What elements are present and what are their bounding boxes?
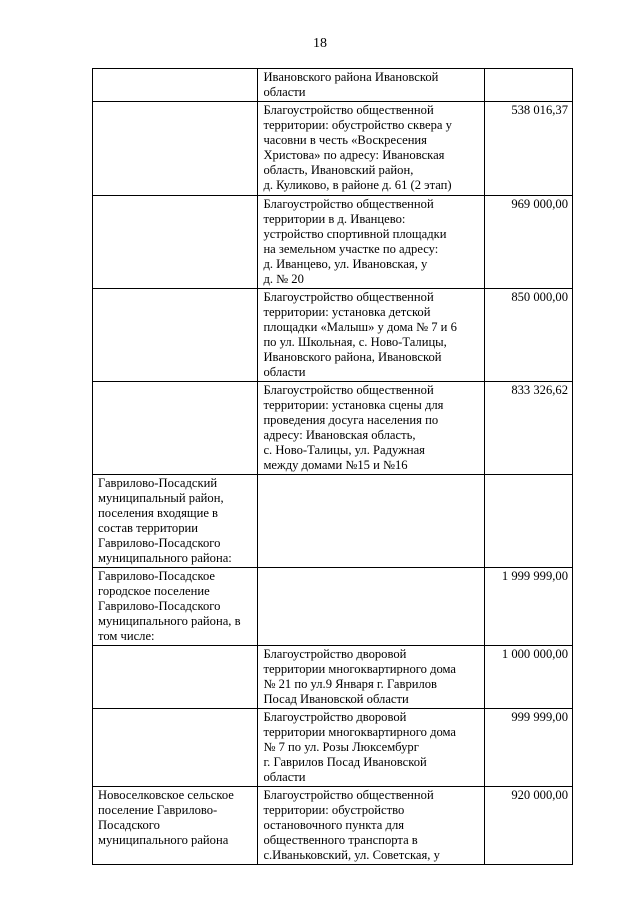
text-line: по ул. Школьная, с. Ново-Талицы, <box>263 335 447 349</box>
amount-cell: 999 999,00 <box>485 709 573 787</box>
municipality-cell <box>93 289 258 382</box>
text-line: остановочного пункта для <box>263 818 405 832</box>
text-line: Благоустройство общественной <box>263 103 434 117</box>
text-line: муниципального района, в <box>98 614 241 628</box>
text-line: области <box>263 770 306 784</box>
description-cell <box>258 382 485 475</box>
text-line: поселения входящие в <box>98 506 218 520</box>
text-line: территории: установка детской <box>263 305 431 319</box>
text-line: устройство спортивной площадки <box>263 227 447 241</box>
amount-cell <box>485 69 573 102</box>
description-cell <box>258 196 485 289</box>
description-cell <box>258 709 485 787</box>
amount-cell: 969 000,00 <box>485 196 573 289</box>
text-line: муниципального района: <box>98 551 232 565</box>
text-line: часовни в честь «Воскресения <box>263 133 427 147</box>
table-row <box>93 475 573 568</box>
text-line: том числе: <box>98 629 155 643</box>
table-row <box>93 102 573 196</box>
table-row <box>93 382 573 475</box>
text-line: Благоустройство общественной <box>263 197 434 211</box>
text-line: Благоустройство дворовой <box>263 710 407 724</box>
description-cell <box>258 102 485 196</box>
amount-cell <box>485 475 573 568</box>
amount-cell: 920 000,00 <box>485 787 573 865</box>
text-line: территории: установка сцены для <box>263 398 444 412</box>
table-row <box>93 787 573 865</box>
text-line: Ивановского района, Ивановской <box>263 350 442 364</box>
text-line: с.Иваньковский, ул. Советская, у <box>263 848 440 862</box>
municipality-cell <box>93 709 258 787</box>
text-line: Гаврилово-Посадского <box>98 599 221 613</box>
text-line: территории многоквартирного дома <box>263 662 457 676</box>
text-line: Благоустройство общественной <box>263 290 434 304</box>
municipality-cell <box>93 646 258 709</box>
text-line: Благоустройство общественной <box>263 383 434 397</box>
text-line: поселение Гаврилово- <box>98 803 218 817</box>
funding-table <box>92 68 573 865</box>
text-line: территории: обустройство сквера у <box>263 118 452 132</box>
municipality-cell <box>93 69 258 102</box>
amount-cell: 850 000,00 <box>485 289 573 382</box>
municipality-cell <box>93 787 258 865</box>
text-line: территории многоквартирного дома <box>263 725 457 739</box>
text-line: между домами №15 и №16 <box>263 458 408 472</box>
text-line: состав территории <box>98 521 198 535</box>
text-line: Посад Ивановской области <box>263 692 409 706</box>
text-line: д. Иванцево, ул. Ивановская, у <box>263 257 428 271</box>
text-line: Гаврилово-Посадский <box>98 476 218 490</box>
description-cell <box>258 69 485 102</box>
page-number: 18 <box>313 36 327 51</box>
text-line: г. Гаврилов Посад Ивановской <box>263 755 427 769</box>
table-row <box>93 568 573 646</box>
text-line: Ивановского района Ивановской <box>263 70 439 84</box>
amount-cell: 538 016,37 <box>485 102 573 196</box>
table-row <box>93 646 573 709</box>
text-line: д. Куликово, в районе д. 61 (2 этап) <box>263 178 452 192</box>
text-line: Христова» по адресу: Ивановская <box>263 148 445 162</box>
amount-cell: 833 326,62 <box>485 382 573 475</box>
text-line: Посадского <box>98 818 160 832</box>
table-row <box>93 196 573 289</box>
text-line: области <box>263 365 306 379</box>
text-line: адресу: Ивановская область, <box>263 428 416 442</box>
municipality-cell <box>93 568 258 646</box>
text-line: Гаврилово-Посадское <box>98 569 216 583</box>
text-line: Гаврилово-Посадского <box>98 536 221 550</box>
description-cell <box>258 787 485 865</box>
municipality-cell <box>93 382 258 475</box>
text-line: на земельном участке по адресу: <box>263 242 439 256</box>
text-line: с. Ново-Талицы, ул. Радужная <box>263 443 425 457</box>
text-line: муниципального района <box>98 833 229 847</box>
description-cell <box>258 289 485 382</box>
text-line: проведения досуга населения по <box>263 413 439 427</box>
table-row <box>93 289 573 382</box>
municipality-cell <box>93 196 258 289</box>
text-line: общественного транспорта в <box>263 833 418 847</box>
municipality-cell <box>93 475 258 568</box>
text-line: № 7 по ул. Розы Люксембург <box>263 740 419 754</box>
text-line: области <box>263 85 306 99</box>
text-line: территории в д. Иванцево: <box>263 212 406 226</box>
municipality-cell <box>93 102 258 196</box>
text-line: городское поселение <box>98 584 210 598</box>
text-line: территории: обустройство <box>263 803 405 817</box>
text-line: д. № 20 <box>263 272 304 286</box>
amount-cell: 1 999 999,00 <box>485 568 573 646</box>
text-line: Благоустройство общественной <box>263 788 434 802</box>
text-line: муниципальный район, <box>98 491 224 505</box>
amount-cell: 1 000 000,00 <box>485 646 573 709</box>
description-cell <box>258 475 485 568</box>
description-cell <box>258 646 485 709</box>
text-line: площадки «Малыш» у дома № 7 и 6 <box>263 320 457 334</box>
table-row <box>93 709 573 787</box>
text-line: Новоселковское сельское <box>98 788 234 802</box>
table-row <box>93 69 573 102</box>
text-line: № 21 по ул.9 Января г. Гаврилов <box>263 677 438 691</box>
text-line: Благоустройство дворовой <box>263 647 407 661</box>
text-line: область, Ивановский район, <box>263 163 414 177</box>
description-cell <box>258 568 485 646</box>
